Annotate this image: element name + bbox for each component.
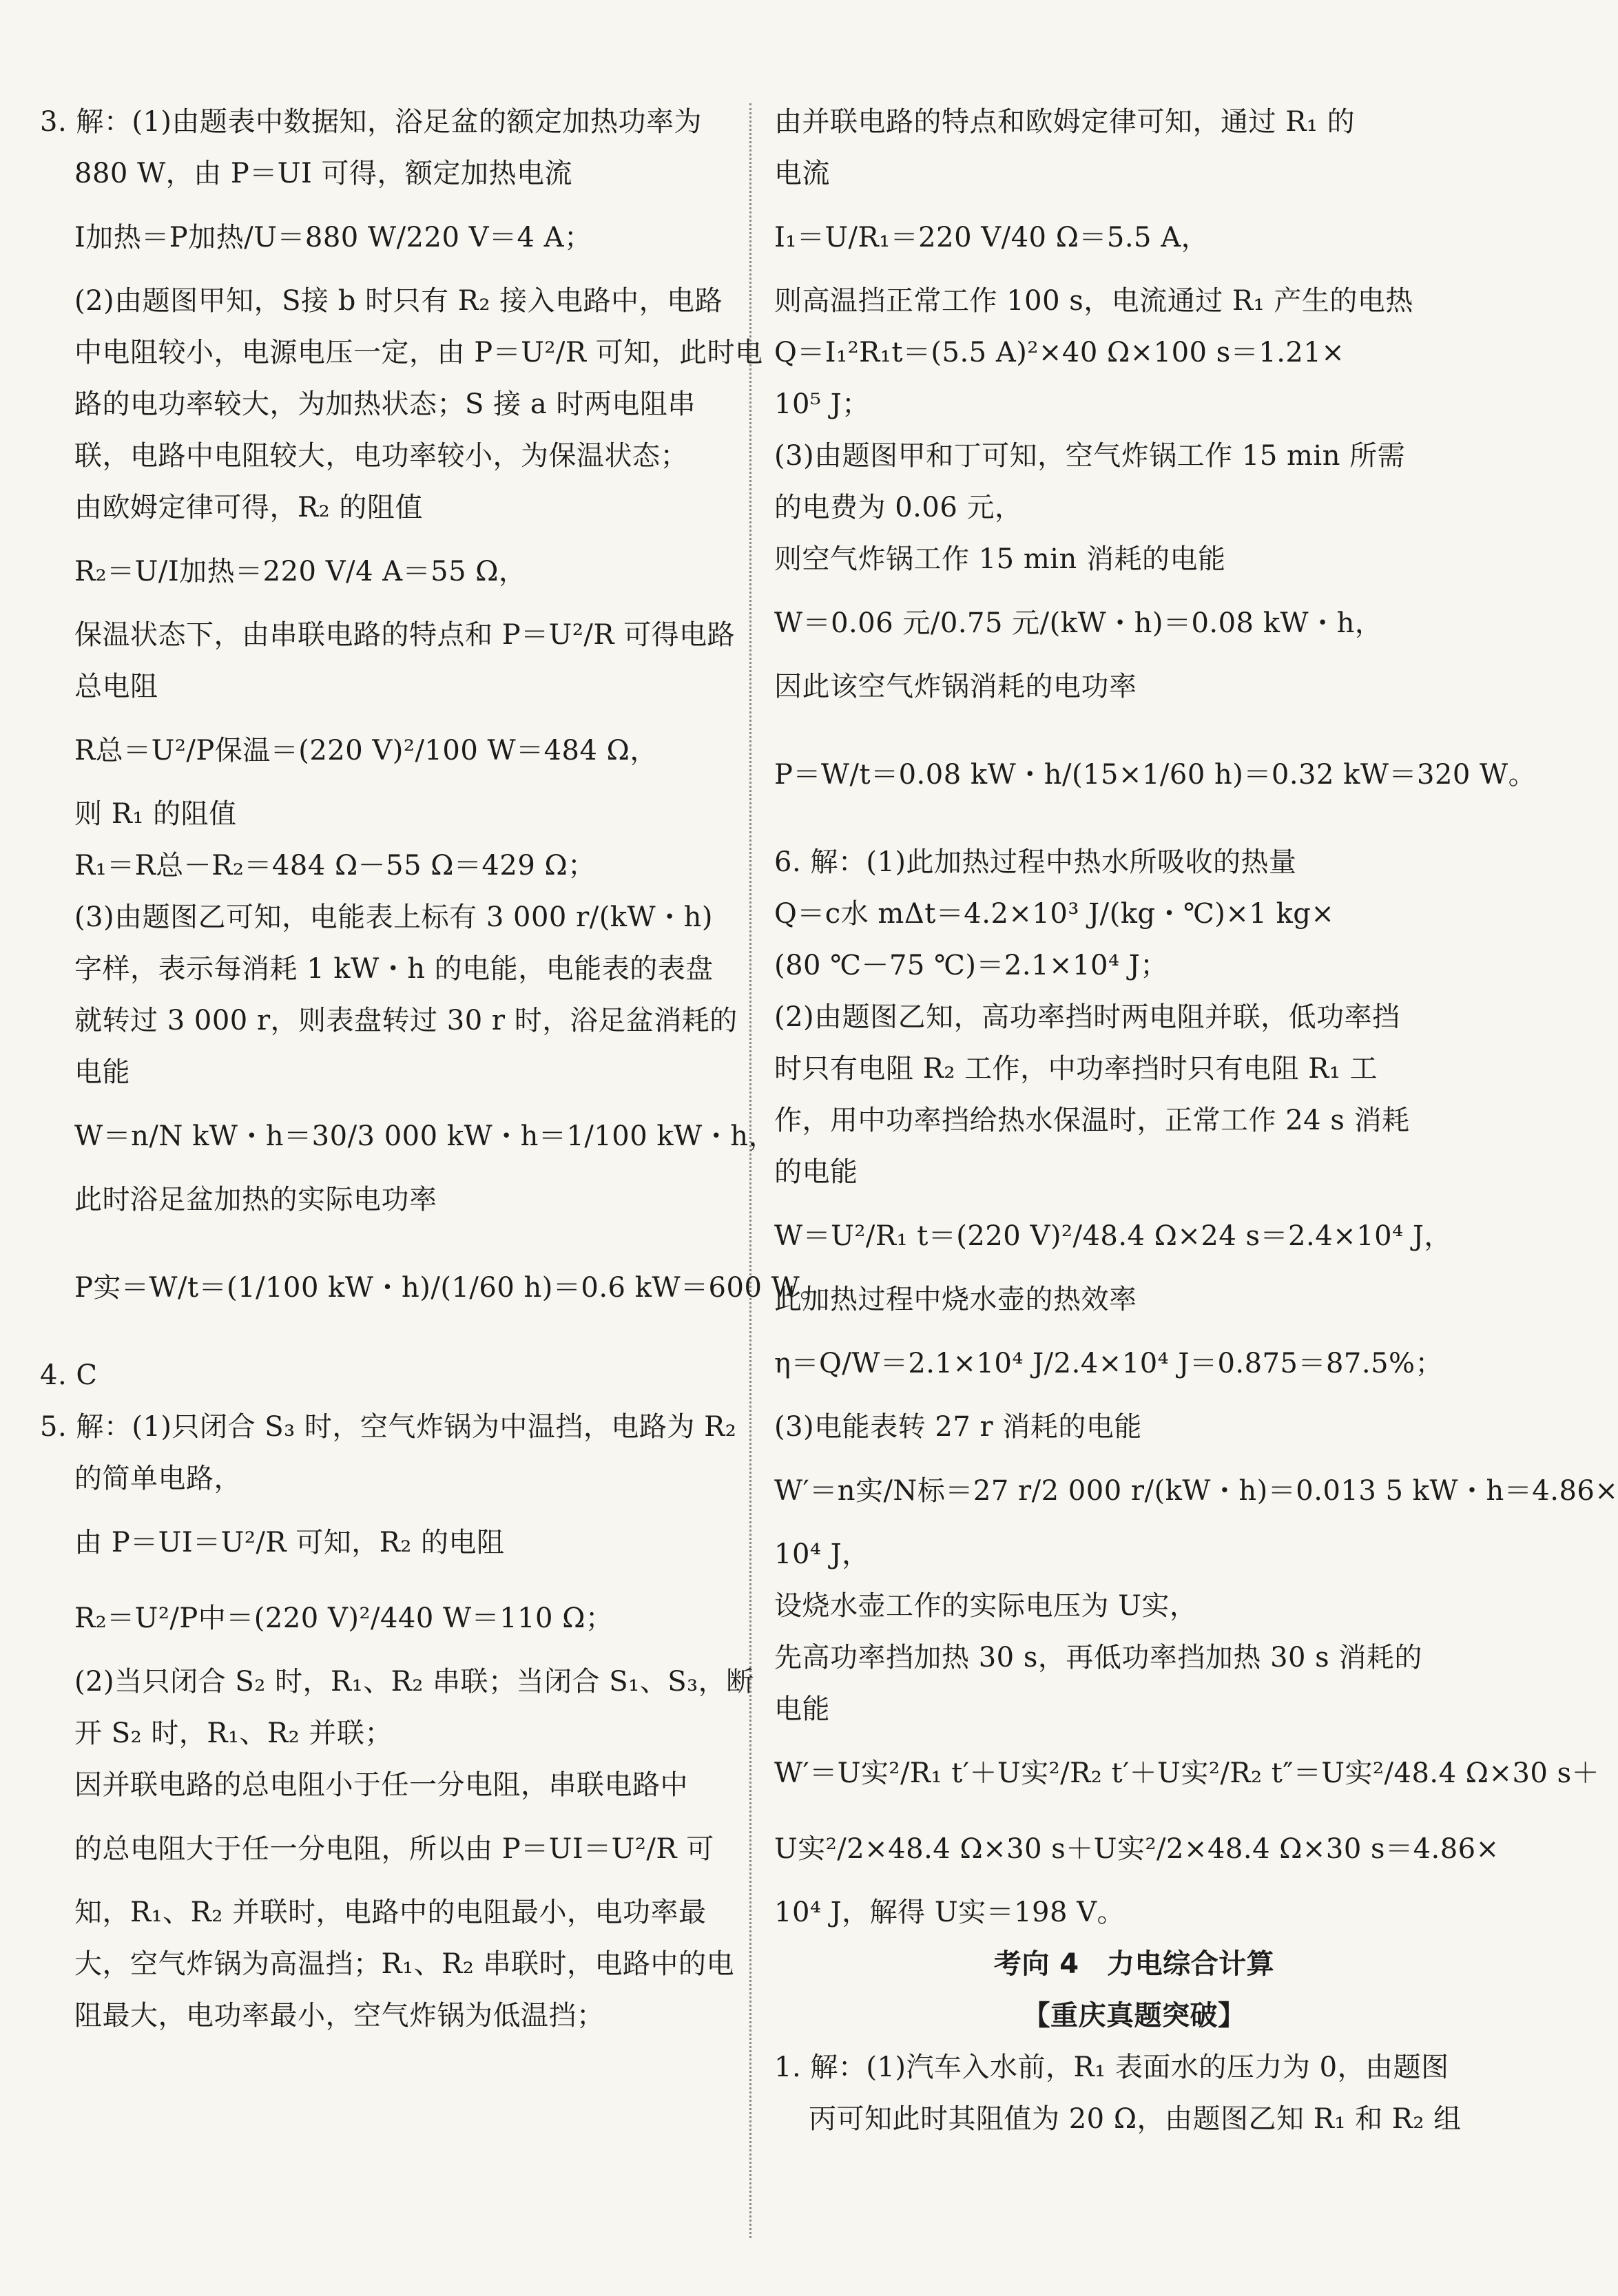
- right-column: [774, 96, 1618, 2145]
- right-line: 6. 解：(1)此加热过程中热水所吸收的热量: [774, 846, 1297, 878]
- right-line: 则空气炸锅工作 15 min 消耗的电能: [774, 543, 1226, 575]
- left-line: 就转过 3 000 r，则表盘转过 30 r 时，浴足盆消耗的: [74, 1005, 738, 1036]
- left-line: W＝n/N kW・h＝30/3 000 kW・h＝1/100 kW・h，: [74, 1120, 776, 1152]
- right-line: 因此该空气炸锅消耗的电功率: [774, 671, 1137, 702]
- left-line: (3)由题图乙可知，电能表上标有 3 000 r/(kW・h): [74, 901, 714, 933]
- right-line: 考向 4 力电综合计算: [993, 1948, 1275, 1980]
- right-line: 电流: [774, 158, 830, 189]
- right-line: 由并联电路的特点和欧姆定律可知，通过 R₁ 的: [774, 106, 1356, 138]
- right-line: (3)由题图甲和丁可知，空气炸锅工作 15 min 所需: [774, 440, 1406, 472]
- left-line: R总＝U²/P保温＝(220 V)²/100 W＝484 Ω，: [74, 735, 658, 766]
- left-line: 路的电功率较大，为加热状态；S 接 a 时两电阻串: [74, 388, 696, 420]
- left-line: I加热＝P加热/U＝880 W/220 V＝4 A；: [74, 222, 592, 253]
- left-line: 字样，表示每消耗 1 kW・h 的电能，电能表的表盘: [74, 953, 714, 985]
- left-line: 的简单电路，: [74, 1463, 242, 1494]
- left-line: 此时浴足盆加热的实际电功率: [74, 1184, 437, 1215]
- right-line: 的电能: [774, 1156, 858, 1188]
- right-line: W′＝U实²/R₁ t′＋U实²/R₂ t′＋U实²/R₂ t″＝U实²/48.4 Ω×30 s＋: [774, 1757, 1600, 1789]
- left-line: P实＝W/t＝(1/100 kW・h)/(1/60 h)＝0.6 kW＝600 W。: [74, 1272, 828, 1304]
- right-line: Q＝I₁²R₁t＝(5.5 A)²×40 Ω×100 s＝1.21×: [774, 337, 1345, 368]
- right-line: W′＝n实/N标＝27 r/2 000 r/(kW・h)＝0.013 5 kW・h＝4.86×: [774, 1475, 1618, 1507]
- left-line: 3. 解：(1)由题表中数据知，浴足盆的额定加热功率为: [40, 106, 703, 138]
- left-line: 由欧姆定律可得，R₂ 的阻值: [74, 492, 423, 523]
- right-line: 1. 解：(1)汽车入水前，R₁ 表面水的压力为 0，由题图: [774, 2052, 1449, 2083]
- left-line: 保温状态下，由串联电路的特点和 P＝U²/R 可得电路: [74, 619, 736, 651]
- left-line: (2)当只闭合 S₂ 时，R₁、R₂ 串联；当闭合 S₁、S₃，断: [74, 1666, 754, 1698]
- left-line: 开 S₂ 时，R₁、R₂ 并联；: [74, 1718, 393, 1749]
- right-line: η＝Q/W＝2.1×10⁴ J/2.4×10⁴ J＝0.875＝87.5%；: [774, 1348, 1444, 1379]
- left-line: 知，R₁、R₂ 并联时，电路中的电阻最小，电功率最: [74, 1897, 707, 1928]
- left-line: 联，电路中电阻较大，电功率较小，为保温状态；: [74, 440, 688, 472]
- right-line: U实²/2×48.4 Ω×30 s＋U实²/2×48.4 Ω×30 s＝4.86×: [774, 1833, 1500, 1865]
- left-line: 880 W，由 P＝UI 可得，额定加热电流: [74, 158, 573, 189]
- right-line: (3)电能表转 27 r 消耗的电能: [774, 1411, 1142, 1443]
- left-line: 中电阻较小，电源电压一定，由 P＝U²/R 可知，此时电: [74, 337, 763, 368]
- right-line: 先高功率挡加热 30 s，再低功率挡加热 30 s 消耗的: [774, 1642, 1422, 1673]
- left-line: 总电阻: [74, 671, 158, 702]
- left-line: 因并联电路的总电阻小于任一分电阻，串联电路中: [74, 1769, 688, 1801]
- right-line: (2)由题图乙知，高功率挡时两电阻并联，低功率挡: [774, 1001, 1400, 1033]
- right-line: 则高温挡正常工作 100 s，电流通过 R₁ 产生的电热: [774, 285, 1413, 317]
- right-line: Q＝c水 mΔt＝4.2×10³ J/(kg・℃)×1 kg×: [774, 898, 1335, 930]
- right-line: (80 ℃－75 ℃)＝2.1×10⁴ J；: [774, 950, 1168, 981]
- right-line: W＝0.06 元/0.75 元/(kW・h)＝0.08 kW・h，: [774, 607, 1383, 639]
- right-line: 此加热过程中烧水壶的热效率: [774, 1284, 1137, 1315]
- right-line: 10⁴ J，解得 U实＝198 V。: [774, 1897, 1126, 1928]
- right-line: P＝W/t＝0.08 kW・h/(15×1/60 h)＝0.32 kW＝320 W。: [774, 759, 1537, 791]
- left-line: 的总电阻大于任一分电阻，所以由 P＝UI＝U²/R 可: [74, 1833, 714, 1865]
- left-line: 由 P＝UI＝U²/R 可知，R₂ 的电阻: [74, 1527, 505, 1558]
- left-line: 4. C: [40, 1359, 98, 1391]
- right-line: 时只有电阻 R₂ 工作，中功率挡时只有电阻 R₁ 工: [774, 1053, 1378, 1085]
- left-line: (2)由题图甲知，S接 b 时只有 R₂ 接入电路中，电路: [74, 285, 723, 317]
- right-line: 10⁵ J；: [774, 388, 870, 420]
- right-line: 作，用中功率挡给热水保温时，正常工作 24 s 消耗: [774, 1105, 1410, 1136]
- right-line: 的电费为 0.06 元，: [774, 492, 1023, 523]
- right-line: I₁＝U/R₁＝220 V/40 Ω＝5.5 A，: [774, 222, 1210, 253]
- left-line: R₂＝U²/P中＝(220 V)²/440 W＝110 Ω；: [74, 1603, 614, 1634]
- right-line: 【重庆真题突破】: [1022, 2000, 1246, 2032]
- right-line: 10⁴ J，: [774, 1538, 870, 1570]
- left-line: 电能: [74, 1056, 130, 1088]
- left-line: 则 R₁ 的阻值: [74, 798, 237, 830]
- right-line: 电能: [774, 1693, 830, 1725]
- left-line: R₂＝U/I加热＝220 V/4 A＝55 Ω，: [74, 556, 527, 587]
- left-line: 阻最大，电功率最小，空气炸锅为低温挡；: [74, 2000, 605, 2032]
- right-line: 丙可知此时其阻值为 20 Ω，由题图乙知 R₁ 和 R₂ 组: [809, 2103, 1462, 2135]
- left-line: 大，空气炸锅为高温挡；R₁、R₂ 串联时，电路中的电: [74, 1948, 735, 1980]
- right-line: W＝U²/R₁ t＝(220 V)²/48.4 Ω×24 s＝2.4×10⁴ J，: [774, 1220, 1452, 1252]
- left-line: R₁＝R总－R₂＝484 Ω－55 Ω＝429 Ω；: [74, 850, 596, 881]
- right-line: 设烧水壶工作的实际电压为 U实，: [774, 1590, 1198, 1622]
- left-line: 5. 解：(1)只闭合 S₃ 时，空气炸锅为中温挡，电路为 R₂: [40, 1411, 737, 1443]
